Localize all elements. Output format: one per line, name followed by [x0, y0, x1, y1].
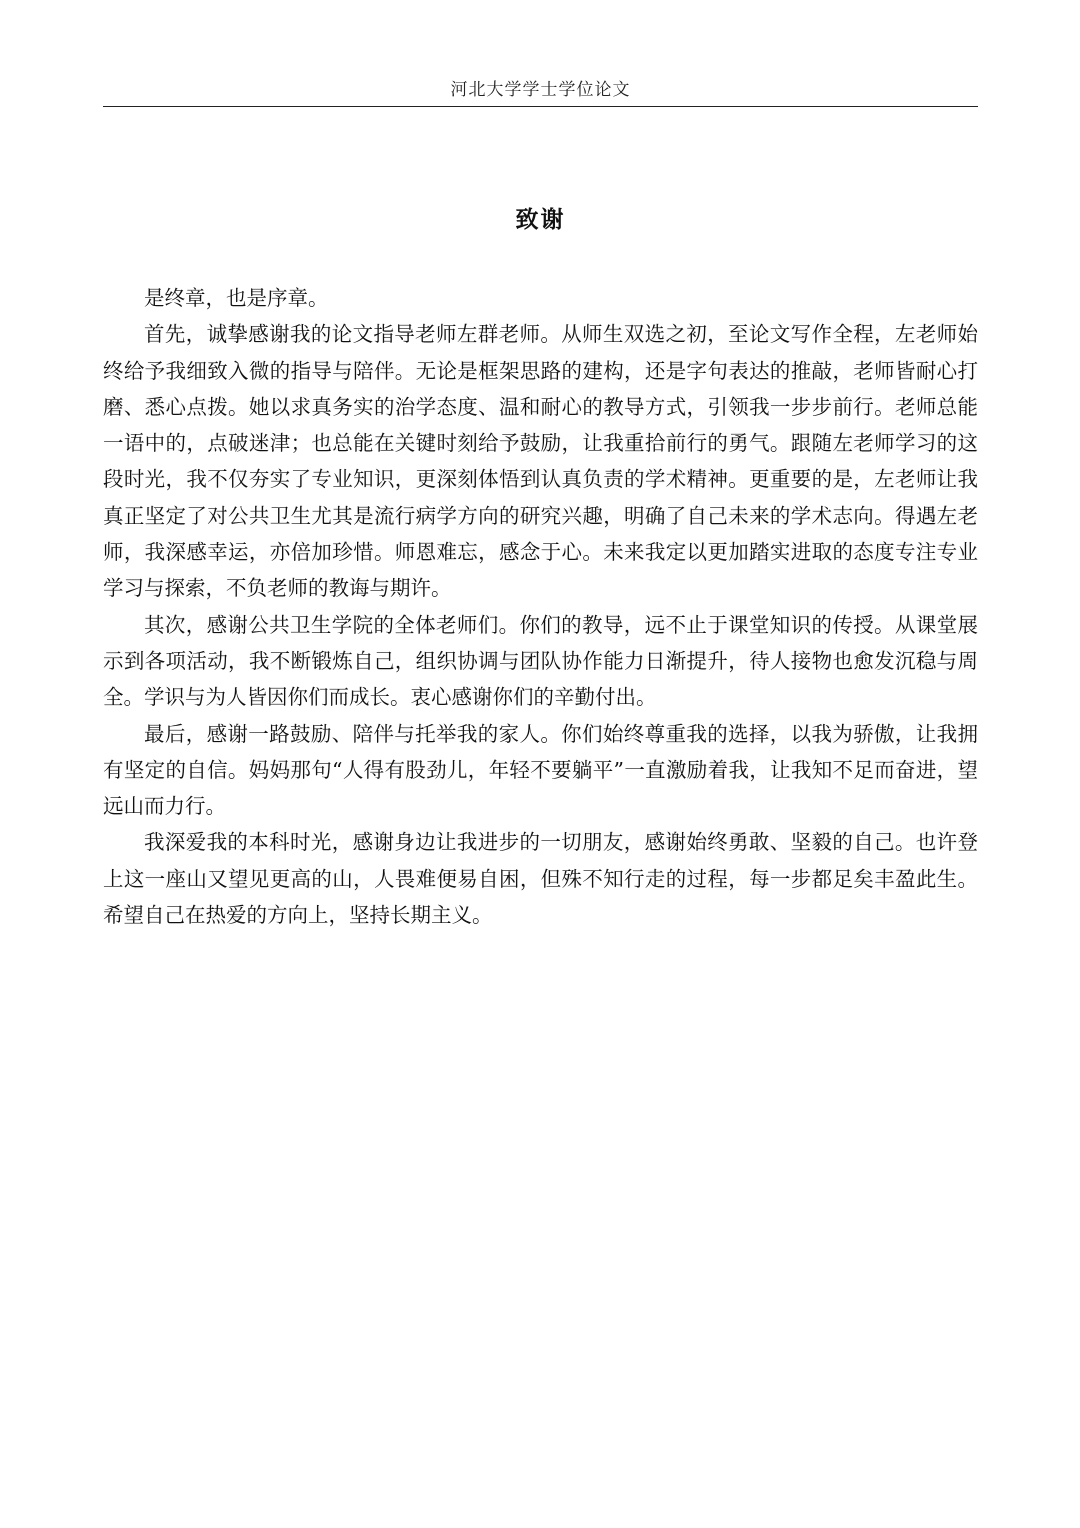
- running-header: [103, 78, 978, 107]
- acknowledgement-body: [103, 280, 978, 933]
- paragraph-advisor: 首先，诚挚感谢我的论文指导老师左群老师。从师生双选之初，至论文写作全程，左老师始终给予我细致入微的指导与陪伴。无论是框架思路的建构，还是字句表达的推敲，老师皆耐心打磨、悉心点拨。她以求真务实的治学态度、温和耐心的教导方式，引领我一步步前行。老师总能一语中的，点破迷津；也总能在关键时刻给予鼓励，让我重拾前行的勇气。跟随左老师学习的这段时光，我不仅夯实了专业知识，更深刻体悟到认真负责的学术精神。更重要的是，左老师让我真正坚定了对公共卫生尤其是流行病学方向的研究兴趣，明确了自己未来的学术志向。得遇左老师，我深感幸运，亦倍加珍惜。师恩难忘，感念于心。未来我定以更加踏实进取的态度专注专业学习与探索，不负老师的教诲与期许。: [103, 322, 978, 601]
- paragraph-closing: 我深爱我的本科时光，感谢身边让我进步的一切朋友，感谢始终勇敢、坚毅的自己。也许登上这一座山又望见更高的山，人畏难便易自困，但殊不知行走的过程，每一步都足矣丰盈此生。希望自己在热爱的方向上，坚持长期主义。: [103, 830, 978, 928]
- paragraph-family: 最后，感谢一路鼓励、陪伴与托举我的家人。你们始终尊重我的选择，以我为骄傲，让我拥有坚定的自信。妈妈那句“人得有股劲儿，年轻不要躺平”一直激励着我，让我知不足而奋进，望远山而力行。: [103, 721, 978, 819]
- header-title: 河北大学学士学位论文: [450, 80, 631, 100]
- paragraph-faculty: 其次，感谢公共卫生学院的全体老师们。你们的教导，远不止于课堂知识的传授。从课堂展示到各项活动，我不断锻炼自己，组织协调与团队协作能力日渐提升，待人接物也愈发沉稳与周全。学识与为人皆因你们而成长。衷心感谢你们的辛勤付出。: [103, 612, 978, 710]
- paragraph-opening: 是终章，也是序章。: [144, 286, 329, 310]
- page-title: 致谢: [515, 207, 566, 233]
